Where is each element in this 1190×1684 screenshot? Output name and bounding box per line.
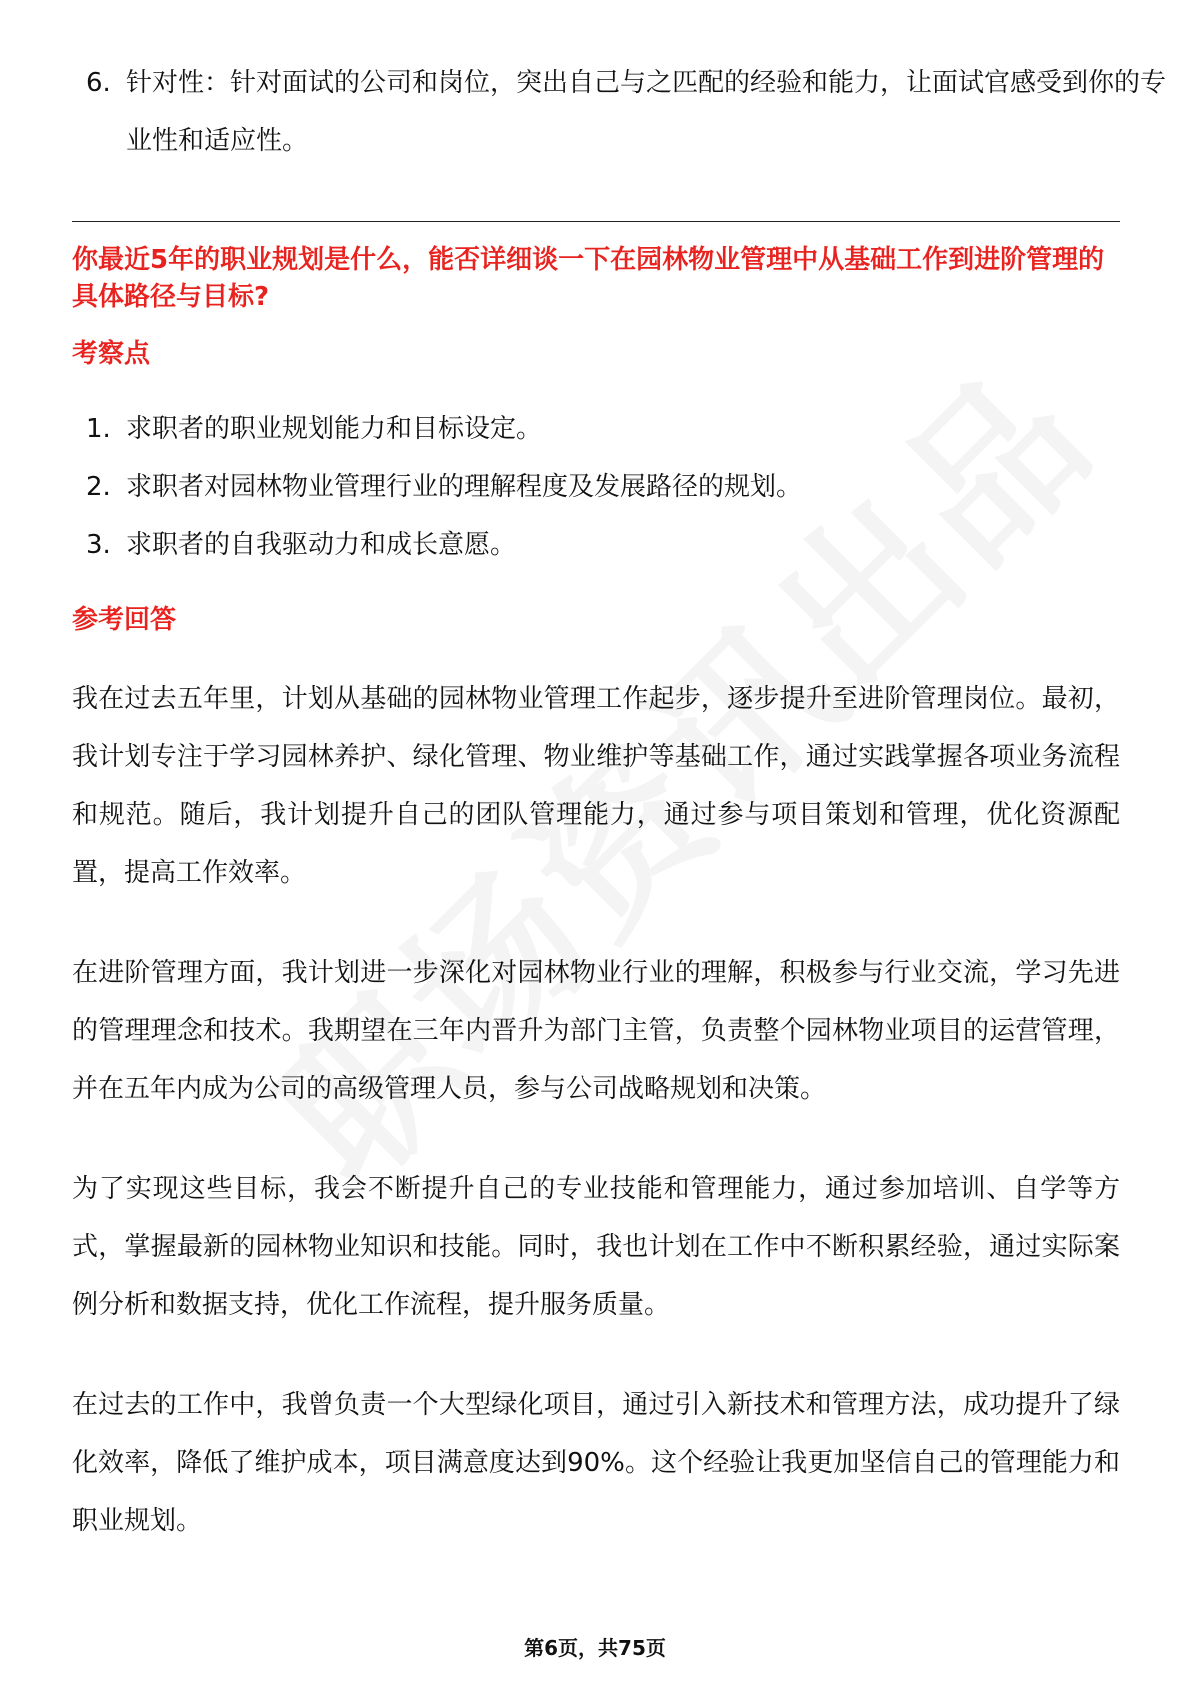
list-item: [72, 458, 1120, 516]
list-item-text: 求职者对园林物业管理行业的理解程度及发展路径的规划。: [126, 472, 803, 502]
list-item-text: 求职者的职业规划能力和目标设定。: [126, 414, 543, 444]
answer-paragraph: 在进阶管理方面，我计划进一步深化对园林物业行业的理解，积极参与行业交流，学习先进的管理理念和技术。我期望在三年内晋升为部门主管，负责整个园林物业项目的运营管理，并在五年内成为公司的高级管理人员，参与公司战略规划和决策。: [72, 958, 1120, 1104]
answer-paragraph: 在过去的工作中，我曾负责一个大型绿化项目，通过引入新技术和管理方法，成功提升了绿化效率，降低了维护成本，项目满意度达到90%。这个经验让我更加坚信自己的管理能力和职业规划。: [72, 1390, 1120, 1536]
list-item-number: 1.: [86, 414, 111, 444]
document-page: [72, 0, 1167, 1684]
answer-paragraph: 为了实现这些目标，我会不断提升自己的专业技能和管理能力，通过参加培训、自学等方式，掌握最新的园林物业知识和技能。同时，我也计划在工作中不断积累经验，通过实际案例分析和数据支持，优化工作流程，提升服务质量。: [72, 1174, 1120, 1320]
answer-heading: 参考回答: [72, 605, 177, 635]
question-heading: 你最近5年的职业规划是什么，能否详细谈一下在园林物业管理中从基础工作到进阶管理的具体路径与目标?: [72, 245, 1105, 312]
list-item-number: 3.: [86, 530, 111, 560]
points-heading: 考察点: [72, 339, 151, 369]
answer-body: [72, 670, 1120, 1592]
list-item: [72, 400, 1120, 458]
list-item-text: 求职者的自我驱动力和成长意愿。: [126, 530, 517, 560]
list-item: [72, 54, 1174, 170]
answer-paragraph: 我在过去五年里，计划从基础的园林物业管理工作起步，逐步提升至进阶管理岗位。最初，我计划专注于学习园林养护、绿化管理、物业维护等基础工作，通过实践掌握各项业务流程和规范。随后，我计划提升自己的团队管理能力，通过参与项目策划和管理，优化资源配置，提高工作效率。: [72, 684, 1120, 888]
page-number: 第6页，共75页: [524, 1636, 666, 1660]
points-list: [72, 400, 1120, 574]
list-item: [72, 516, 1120, 574]
list-item-number: 6.: [86, 68, 111, 98]
list-item-text: 针对性：针对面试的公司和岗位，突出自己与之匹配的经验和能力，让面试官感受到你的专业性和适应性。: [126, 68, 1167, 156]
list-item-number: 2.: [86, 472, 111, 502]
section-divider: [72, 221, 1120, 222]
